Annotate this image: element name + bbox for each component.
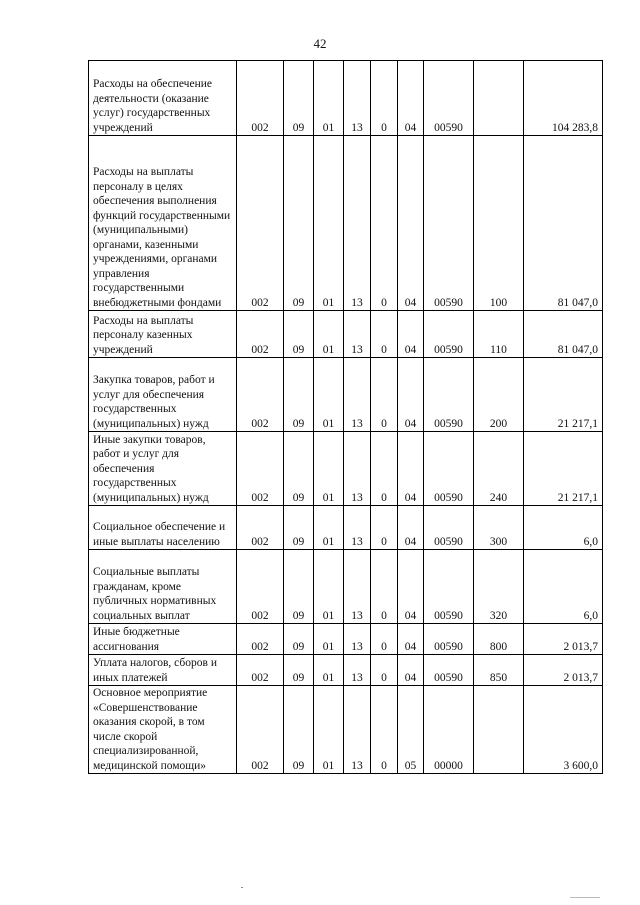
code-subsection: 01 bbox=[314, 506, 344, 550]
code-direction: 00590 bbox=[424, 311, 474, 358]
amount: 81 047,0 bbox=[524, 136, 603, 311]
code-subsection: 01 bbox=[314, 311, 344, 358]
code-section: 09 bbox=[284, 358, 314, 432]
code-expense-type bbox=[474, 61, 524, 136]
code-direction: 00590 bbox=[424, 358, 474, 432]
code-direction: 00590 bbox=[424, 506, 474, 550]
code-ministry: 002 bbox=[237, 655, 284, 686]
code-direction: 00590 bbox=[424, 655, 474, 686]
code-direction: 00590 bbox=[424, 624, 474, 655]
code-program: 13 bbox=[344, 311, 371, 358]
code-program: 13 bbox=[344, 506, 371, 550]
table-body bbox=[89, 61, 603, 774]
amount: 81 047,0 bbox=[524, 311, 603, 358]
code-program: 13 bbox=[344, 61, 371, 136]
code-expense-type: 320 bbox=[474, 550, 524, 624]
code-section: 09 bbox=[284, 624, 314, 655]
code-event: 04 bbox=[398, 550, 424, 624]
code-event: 04 bbox=[398, 136, 424, 311]
code-subsection: 01 bbox=[314, 358, 344, 432]
budget-table bbox=[88, 60, 603, 774]
amount: 3 600,0 bbox=[524, 686, 603, 774]
table-row bbox=[89, 506, 603, 550]
table-row bbox=[89, 686, 603, 774]
code-program: 13 bbox=[344, 655, 371, 686]
amount: 6,0 bbox=[524, 506, 603, 550]
code-subsection: 01 bbox=[314, 136, 344, 311]
code-section: 09 bbox=[284, 311, 314, 358]
code-expense-type: 800 bbox=[474, 624, 524, 655]
code-subprogram: 0 bbox=[371, 686, 398, 774]
scan-speck bbox=[241, 887, 243, 888]
amount: 6,0 bbox=[524, 550, 603, 624]
row-name: Иные закупки товаров, работ и услуг для обеспечения государственных (муниципальных) нужд bbox=[89, 432, 237, 506]
code-section: 09 bbox=[284, 432, 314, 506]
code-event: 04 bbox=[398, 311, 424, 358]
code-ministry: 002 bbox=[237, 432, 284, 506]
code-expense-type: 200 bbox=[474, 358, 524, 432]
code-ministry: 002 bbox=[237, 358, 284, 432]
code-event: 05 bbox=[398, 686, 424, 774]
page-number: 42 bbox=[313, 36, 327, 51]
code-expense-type: 110 bbox=[474, 311, 524, 358]
code-section: 09 bbox=[284, 61, 314, 136]
row-name: Расходы на выплаты персоналу казенных учреждений bbox=[89, 311, 237, 358]
table-row bbox=[89, 550, 603, 624]
amount: 2 013,7 bbox=[524, 655, 603, 686]
code-event: 04 bbox=[398, 358, 424, 432]
table-row bbox=[89, 358, 603, 432]
amount: 21 217,1 bbox=[524, 432, 603, 506]
amount: 2 013,7 bbox=[524, 624, 603, 655]
code-ministry: 002 bbox=[237, 311, 284, 358]
row-name: Основное мероприятие «Совершенствование оказания скорой, в том числе скорой специализированной, медицинской помощи» bbox=[89, 686, 237, 774]
code-subsection: 01 bbox=[314, 624, 344, 655]
code-direction: 00000 bbox=[424, 686, 474, 774]
code-subsection: 01 bbox=[314, 550, 344, 624]
code-subsection: 01 bbox=[314, 61, 344, 136]
code-direction: 00590 bbox=[424, 136, 474, 311]
table-row bbox=[89, 624, 603, 655]
code-program: 13 bbox=[344, 432, 371, 506]
code-direction: 00590 bbox=[424, 61, 474, 136]
code-program: 13 bbox=[344, 550, 371, 624]
code-subprogram: 0 bbox=[371, 506, 398, 550]
code-subsection: 01 bbox=[314, 655, 344, 686]
code-section: 09 bbox=[284, 506, 314, 550]
code-event: 04 bbox=[398, 432, 424, 506]
code-section: 09 bbox=[284, 136, 314, 311]
code-subsection: 01 bbox=[314, 432, 344, 506]
row-name: Уплата налогов, сборов и иных платежей bbox=[89, 655, 237, 686]
row-name: Расходы на выплаты персоналу в целях обеспечения выполнения функций государственными (муниципальными) органами, казенными учреждениями, органами управления государственными внебюджетными фондами bbox=[89, 136, 237, 311]
row-name: Иные бюджетные ассигнования bbox=[89, 624, 237, 655]
code-ministry: 002 bbox=[237, 61, 284, 136]
code-subprogram: 0 bbox=[371, 358, 398, 432]
amount: 21 217,1 bbox=[524, 358, 603, 432]
code-subprogram: 0 bbox=[371, 655, 398, 686]
code-ministry: 002 bbox=[237, 136, 284, 311]
code-program: 13 bbox=[344, 624, 371, 655]
code-expense-type bbox=[474, 686, 524, 774]
row-name: Социальное обеспечение и иные выплаты населению bbox=[89, 506, 237, 550]
code-event: 04 bbox=[398, 506, 424, 550]
row-name: Расходы на обеспечение деятельности (оказание услуг) государственных учреждений bbox=[89, 61, 237, 136]
code-ministry: 002 bbox=[237, 506, 284, 550]
table-row bbox=[89, 136, 603, 311]
code-event: 04 bbox=[398, 655, 424, 686]
code-expense-type: 850 bbox=[474, 655, 524, 686]
code-event: 04 bbox=[398, 624, 424, 655]
code-event: 04 bbox=[398, 61, 424, 136]
code-subprogram: 0 bbox=[371, 432, 398, 506]
table-row bbox=[89, 655, 603, 686]
code-subprogram: 0 bbox=[371, 61, 398, 136]
code-subprogram: 0 bbox=[371, 311, 398, 358]
code-program: 13 bbox=[344, 686, 371, 774]
code-subprogram: 0 bbox=[371, 550, 398, 624]
code-section: 09 bbox=[284, 550, 314, 624]
code-section: 09 bbox=[284, 655, 314, 686]
table-row bbox=[89, 61, 603, 136]
table-row bbox=[89, 311, 603, 358]
code-expense-type: 100 bbox=[474, 136, 524, 311]
scan-speck bbox=[570, 897, 600, 898]
amount: 104 283,8 bbox=[524, 61, 603, 136]
code-subprogram: 0 bbox=[371, 624, 398, 655]
code-subprogram: 0 bbox=[371, 136, 398, 311]
code-expense-type: 240 bbox=[474, 432, 524, 506]
code-direction: 00590 bbox=[424, 432, 474, 506]
code-program: 13 bbox=[344, 136, 371, 311]
table-row bbox=[89, 432, 603, 506]
row-name: Закупка товаров, работ и услуг для обеспечения государственных (муниципальных) нужд bbox=[89, 358, 237, 432]
code-program: 13 bbox=[344, 358, 371, 432]
code-ministry: 002 bbox=[237, 686, 284, 774]
code-expense-type: 300 bbox=[474, 506, 524, 550]
code-section: 09 bbox=[284, 686, 314, 774]
code-ministry: 002 bbox=[237, 550, 284, 624]
code-ministry: 002 bbox=[237, 624, 284, 655]
code-direction: 00590 bbox=[424, 550, 474, 624]
scan-artifacts bbox=[0, 885, 640, 905]
code-subsection: 01 bbox=[314, 686, 344, 774]
row-name: Социальные выплаты гражданам, кроме публичных нормативных социальных выплат bbox=[89, 550, 237, 624]
